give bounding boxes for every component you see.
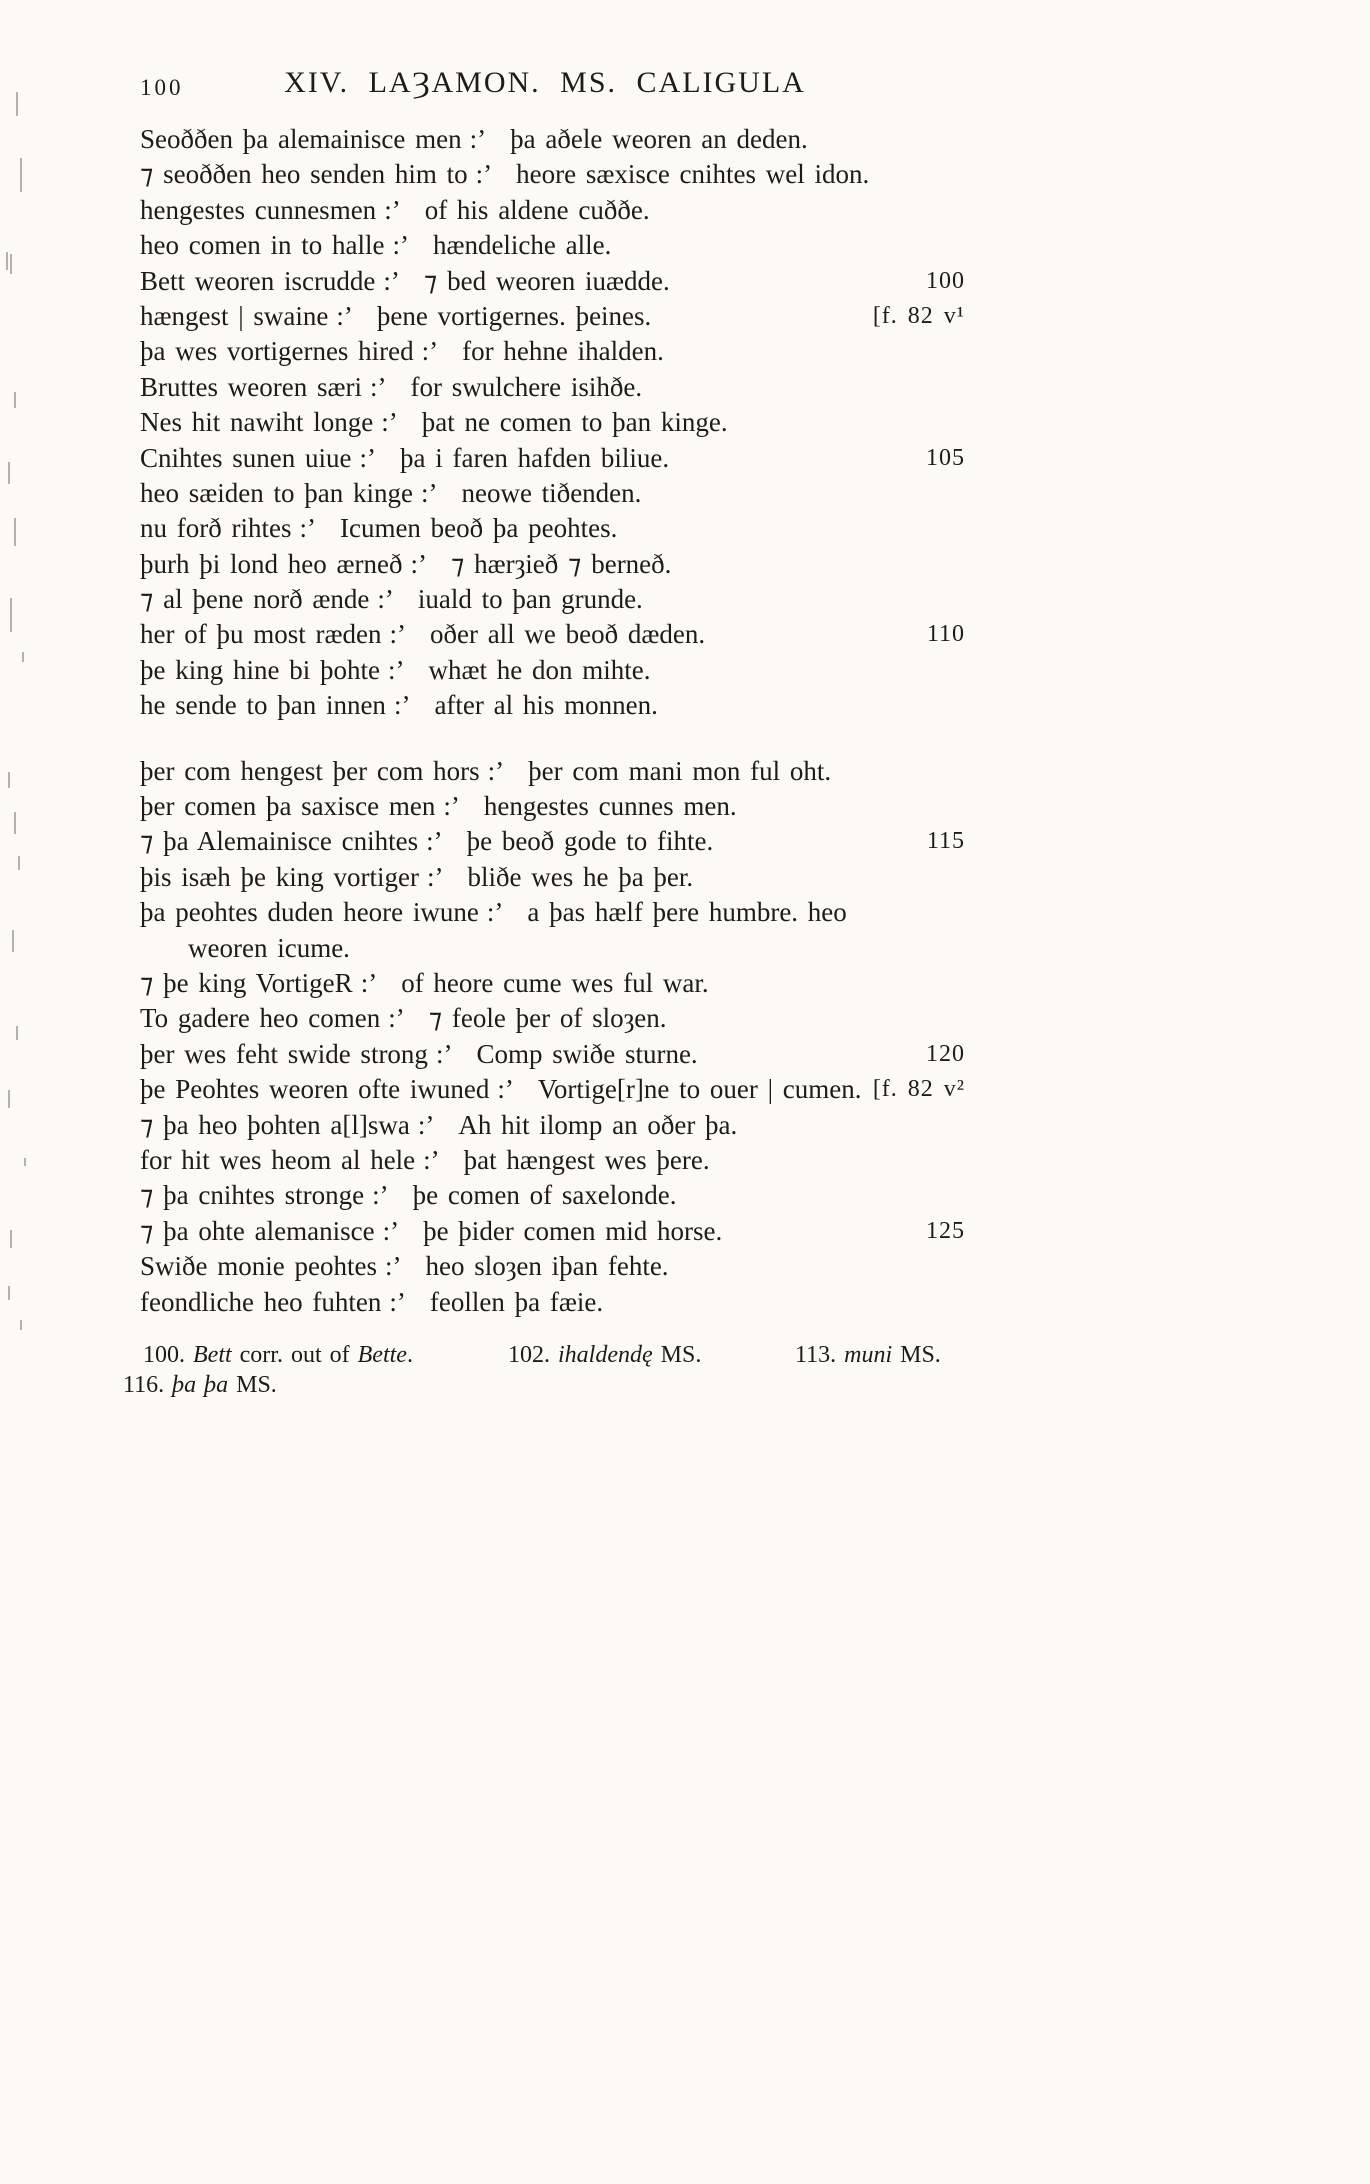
verse-first-half: þe Peohtes weoren ofte iwuned: [140, 1074, 490, 1105]
verse-first-half: hængest | swaine: [140, 300, 329, 331]
caesura-mark: :’: [426, 826, 443, 857]
caesura-mark: :’: [299, 513, 316, 544]
scan-artifact: [22, 652, 24, 662]
caesura-mark: :’: [389, 1286, 406, 1317]
verse-line: [0, 617, 1370, 652]
scan-artifact: [18, 856, 20, 870]
scan-artifact: [10, 254, 12, 274]
verse-first-half: feondliche heo fuhten: [140, 1286, 382, 1317]
verse-first-half: ⁊ þe king VortigeR: [140, 967, 353, 998]
verse-first-half: Seoððen þa alemainisce men: [140, 124, 462, 154]
caesura-mark: :’: [393, 690, 411, 721]
footnote-text: 102.: [508, 1342, 558, 1368]
verse-first-half: ⁊ þa cnihtes stronge: [140, 1180, 365, 1211]
verse-line: [0, 1143, 1370, 1178]
page-header: [140, 66, 950, 110]
verse-line: [0, 157, 1370, 192]
scan-artifact: [8, 1286, 10, 1300]
verse-second-half: bliðe wes he þa þer.: [467, 861, 694, 892]
caesura-mark: :’: [381, 407, 398, 438]
verse-first-half: Bruttes weoren særi: [140, 371, 362, 402]
scan-artifact: [14, 518, 16, 546]
verse-line: [0, 1108, 1370, 1143]
verse-line-number: 115: [926, 828, 965, 855]
verse-line-number: 120: [926, 1040, 965, 1067]
verse-first-half: þis isæh þe king vortiger: [140, 861, 419, 892]
verse-line: [0, 264, 1370, 299]
caesura-mark: :’: [421, 336, 439, 367]
verse-second-half: þer com mani mon ful oht.: [528, 755, 832, 786]
footnotes-apparatus: [0, 1342, 1370, 1422]
poem-text-block: [0, 122, 1370, 1320]
verse-first-half: Nes hit nawiht longe: [140, 407, 374, 438]
verse-second-half: Vortige[r]ne to ouer | cumen.: [537, 1074, 862, 1105]
verse-second-half: Icumen beoð þa peohtes.: [339, 513, 618, 544]
verse-line: [0, 789, 1370, 824]
scan-artifact: [8, 462, 10, 484]
caesura-mark: :’: [336, 300, 353, 331]
caesura-mark: :’: [382, 1215, 400, 1246]
verse-first-half: To gadere heo comen: [140, 1003, 381, 1034]
verse-line: [0, 122, 1370, 157]
verse-first-half: ⁊ þa heo þohten a[l]swa: [140, 1109, 410, 1140]
verse-second-half: iuald to þan grunde.: [417, 584, 643, 615]
verse-line: [0, 405, 1370, 440]
scan-artifact: [14, 392, 16, 408]
verse-first-half: þa wes vortigernes hired: [140, 336, 414, 367]
scan-artifact: [8, 1090, 10, 1108]
verse-first-half: he sende to þan innen: [140, 690, 386, 721]
caesura-mark: :’: [377, 584, 394, 615]
verse-second-half: þe þider comen mid horse.: [423, 1215, 723, 1246]
verse-second-half-continued: weoren icume.: [188, 932, 350, 963]
verse-line: [0, 441, 1370, 476]
verse-first-half: þer wes feht swide strong: [140, 1038, 428, 1069]
footnote-text: MS.: [228, 1372, 277, 1398]
caesura-mark: :’: [423, 1144, 440, 1175]
caesura-mark: :’: [372, 1180, 389, 1211]
caesura-mark: :’: [475, 159, 493, 190]
verse-first-half: nu forð rihtes: [140, 513, 292, 544]
verse-first-half: þurh þi lond heo ærneð: [140, 548, 403, 579]
verse-second-half: Comp swiðe sturne.: [476, 1038, 698, 1069]
footnote-lemma: muni: [844, 1342, 893, 1368]
verse-line: [0, 754, 1370, 789]
verse-line: [0, 860, 1370, 895]
verse-second-half: feollen þa fæie.: [429, 1286, 604, 1317]
verse-second-half: heo sloȝen iþan fehte.: [425, 1251, 669, 1282]
page-number: 100: [140, 75, 184, 100]
verse-first-half: ⁊ þa ohte alemanisce: [140, 1215, 375, 1246]
caesura-mark: :’: [417, 1109, 435, 1140]
verse-line: [0, 1001, 1370, 1036]
verse-second-half: oðer all we beoð dæden.: [429, 619, 706, 650]
verse-first-half: Cnihtes sunen uiue: [140, 442, 352, 473]
verse-line: [0, 1178, 1370, 1213]
verse-line: [0, 688, 1370, 723]
verse-line-continuation: [0, 931, 1370, 966]
scan-artifact: [24, 1158, 26, 1166]
verse-line: [0, 511, 1370, 546]
caesura-mark: :’: [443, 791, 460, 822]
verse-second-half: ⁊ feole þer of sloȝen.: [428, 1003, 667, 1034]
footnote-lemma: þa þa: [172, 1372, 229, 1398]
footnote: [123, 1372, 277, 1399]
verse-first-half: Bett weoren iscrudde: [140, 265, 376, 296]
footnote-text: MS.: [652, 1342, 702, 1368]
verse-line-number: 110: [926, 621, 965, 648]
verse-line: [0, 334, 1370, 369]
verse-second-half: þa i faren hafden biliue.: [399, 442, 670, 473]
scan-artifact: [8, 772, 10, 788]
verse-line: [0, 1072, 1370, 1107]
verse-line: [0, 582, 1370, 617]
verse-second-half: ⁊ hærȝieð ⁊ berneð.: [450, 548, 672, 579]
caesura-mark: :’: [487, 755, 505, 786]
caesura-mark: :’: [360, 967, 378, 998]
verse-second-half: whæt he don mihte.: [428, 654, 651, 685]
footnote: [143, 1342, 413, 1369]
caesura-mark: :’: [497, 1074, 514, 1105]
verse-first-half: þa peohtes duden heore iwune: [140, 897, 479, 928]
caesura-mark: :’: [389, 619, 406, 650]
footnote-lemma: ihaldendę: [558, 1342, 653, 1368]
footnote-text: corr. out of: [231, 1342, 358, 1368]
caesura-mark: :’: [388, 1003, 405, 1034]
verse-line: [0, 1285, 1370, 1320]
verse-first-half: þer comen þa saxisce men: [140, 791, 436, 822]
caesura-mark: :’: [469, 124, 487, 154]
verse-first-half: þer com hengest þer com hors: [140, 755, 480, 786]
footnote: [795, 1342, 941, 1369]
scan-artifact: [20, 1320, 22, 1330]
verse-second-half: Ah hit ilomp an oðer þa.: [458, 1109, 738, 1140]
verse-line: [0, 547, 1370, 582]
scan-artifact: [12, 930, 14, 952]
caesura-mark: :’: [384, 194, 401, 225]
verse-line: [0, 370, 1370, 405]
verse-line: [0, 653, 1370, 688]
verse-first-half: ⁊ þa Alemainisce cnihtes: [140, 826, 419, 857]
caesura-mark: :’: [435, 1038, 453, 1069]
caesura-mark: :’: [359, 442, 376, 473]
verse-line: [0, 1037, 1370, 1072]
verse-first-half: Swiðe monie peohtes: [140, 1251, 377, 1282]
caesura-mark: :’: [410, 548, 427, 579]
verse-second-half: of his aldene cuððe.: [424, 194, 650, 225]
verse-line-number: 100: [926, 267, 965, 294]
verse-line: [0, 299, 1370, 334]
verse-second-half: ⁊ bed weoren iuædde.: [423, 265, 670, 296]
verse-first-half: heo sæiden to þan kinge: [140, 477, 413, 508]
footnote-text: 113.: [795, 1342, 845, 1368]
caesura-mark: :’: [392, 230, 409, 261]
footnote-lemma: Bette: [357, 1342, 407, 1368]
footnote-lemma: Bett: [193, 1342, 232, 1368]
verse-second-half: after al his monnen.: [434, 690, 658, 721]
scan-artifact: [16, 1026, 18, 1040]
caesura-mark: :’: [384, 1251, 402, 1282]
verse-line: [0, 228, 1370, 263]
verse-second-half: hændeliche alle.: [432, 230, 612, 261]
verse-second-half: þe comen of saxelonde.: [412, 1180, 677, 1211]
verse-first-half: ⁊ al þene norð ænde: [140, 584, 370, 615]
folio-reference: [f. 82 v¹: [872, 302, 965, 329]
verse-second-half: a þas hælf þere humbre. heo: [527, 897, 847, 928]
verse-second-half: þa aðele weoren an deden.: [510, 124, 808, 154]
verse-first-half: þe king hine bi þohte: [140, 654, 380, 685]
caesura-mark: :’: [426, 861, 444, 892]
verse-first-half: her of þu most ræden: [140, 619, 382, 650]
verse-line-number: 125: [926, 1217, 965, 1244]
verse-line: [0, 1249, 1370, 1284]
scan-artifact: [16, 92, 18, 116]
footnote-text: 116.: [123, 1372, 173, 1398]
verse-first-half: for hit wes heom al hele: [140, 1144, 416, 1175]
verse-line-number: 105: [926, 444, 965, 471]
verse-line: [0, 193, 1370, 228]
verse-second-half: þe beoð gode to fihte.: [466, 826, 714, 857]
scan-artifact: [14, 812, 16, 834]
footnote-text: 100.: [143, 1342, 193, 1368]
verse-line: [0, 1214, 1370, 1249]
footnote: [508, 1342, 701, 1369]
scan-artifact: [10, 598, 12, 632]
footnote-text: MS.: [892, 1342, 941, 1368]
caesura-mark: :’: [383, 265, 400, 296]
verse-second-half: þene vortigernes. þeines.: [376, 300, 652, 331]
verse-second-half: heore sæxisce cnihtes wel idon.: [516, 159, 870, 190]
caesura-mark: :’: [387, 654, 405, 685]
folio-reference: [f. 82 v²: [872, 1076, 965, 1103]
running-title: XIV. LAȜAMON. MS. CALIGULA: [284, 66, 806, 99]
verse-line: [0, 824, 1370, 859]
verse-first-half: hengestes cunnesmen: [140, 194, 377, 225]
verse-second-half: hengestes cunnes men.: [483, 791, 737, 822]
verse-line: [0, 895, 1370, 930]
caesura-mark: :’: [420, 477, 438, 508]
verse-second-half: for hehne ihalden.: [462, 336, 664, 367]
caesura-mark: :’: [369, 371, 387, 402]
verse-second-half: of heore cume wes ful war.: [401, 967, 709, 998]
verse-first-half: heo comen in to halle: [140, 230, 385, 261]
scan-artifact: [10, 1230, 12, 1248]
caesura-mark: :’: [486, 897, 504, 928]
verse-first-half: ⁊ seoððen heo senden him to: [140, 159, 468, 190]
verse-line: [0, 476, 1370, 511]
scan-artifact: [20, 158, 22, 192]
verse-second-half: þat hængest wes þere.: [463, 1144, 710, 1175]
verse-line: [0, 966, 1370, 1001]
verse-second-half: for swulchere isihðe.: [410, 371, 643, 402]
verse-second-half: neowe tiðenden.: [461, 477, 642, 508]
scan-artifact: [6, 252, 8, 270]
footnote-text: .: [406, 1342, 413, 1368]
verse-second-half: þat ne comen to þan kinge.: [421, 407, 728, 438]
